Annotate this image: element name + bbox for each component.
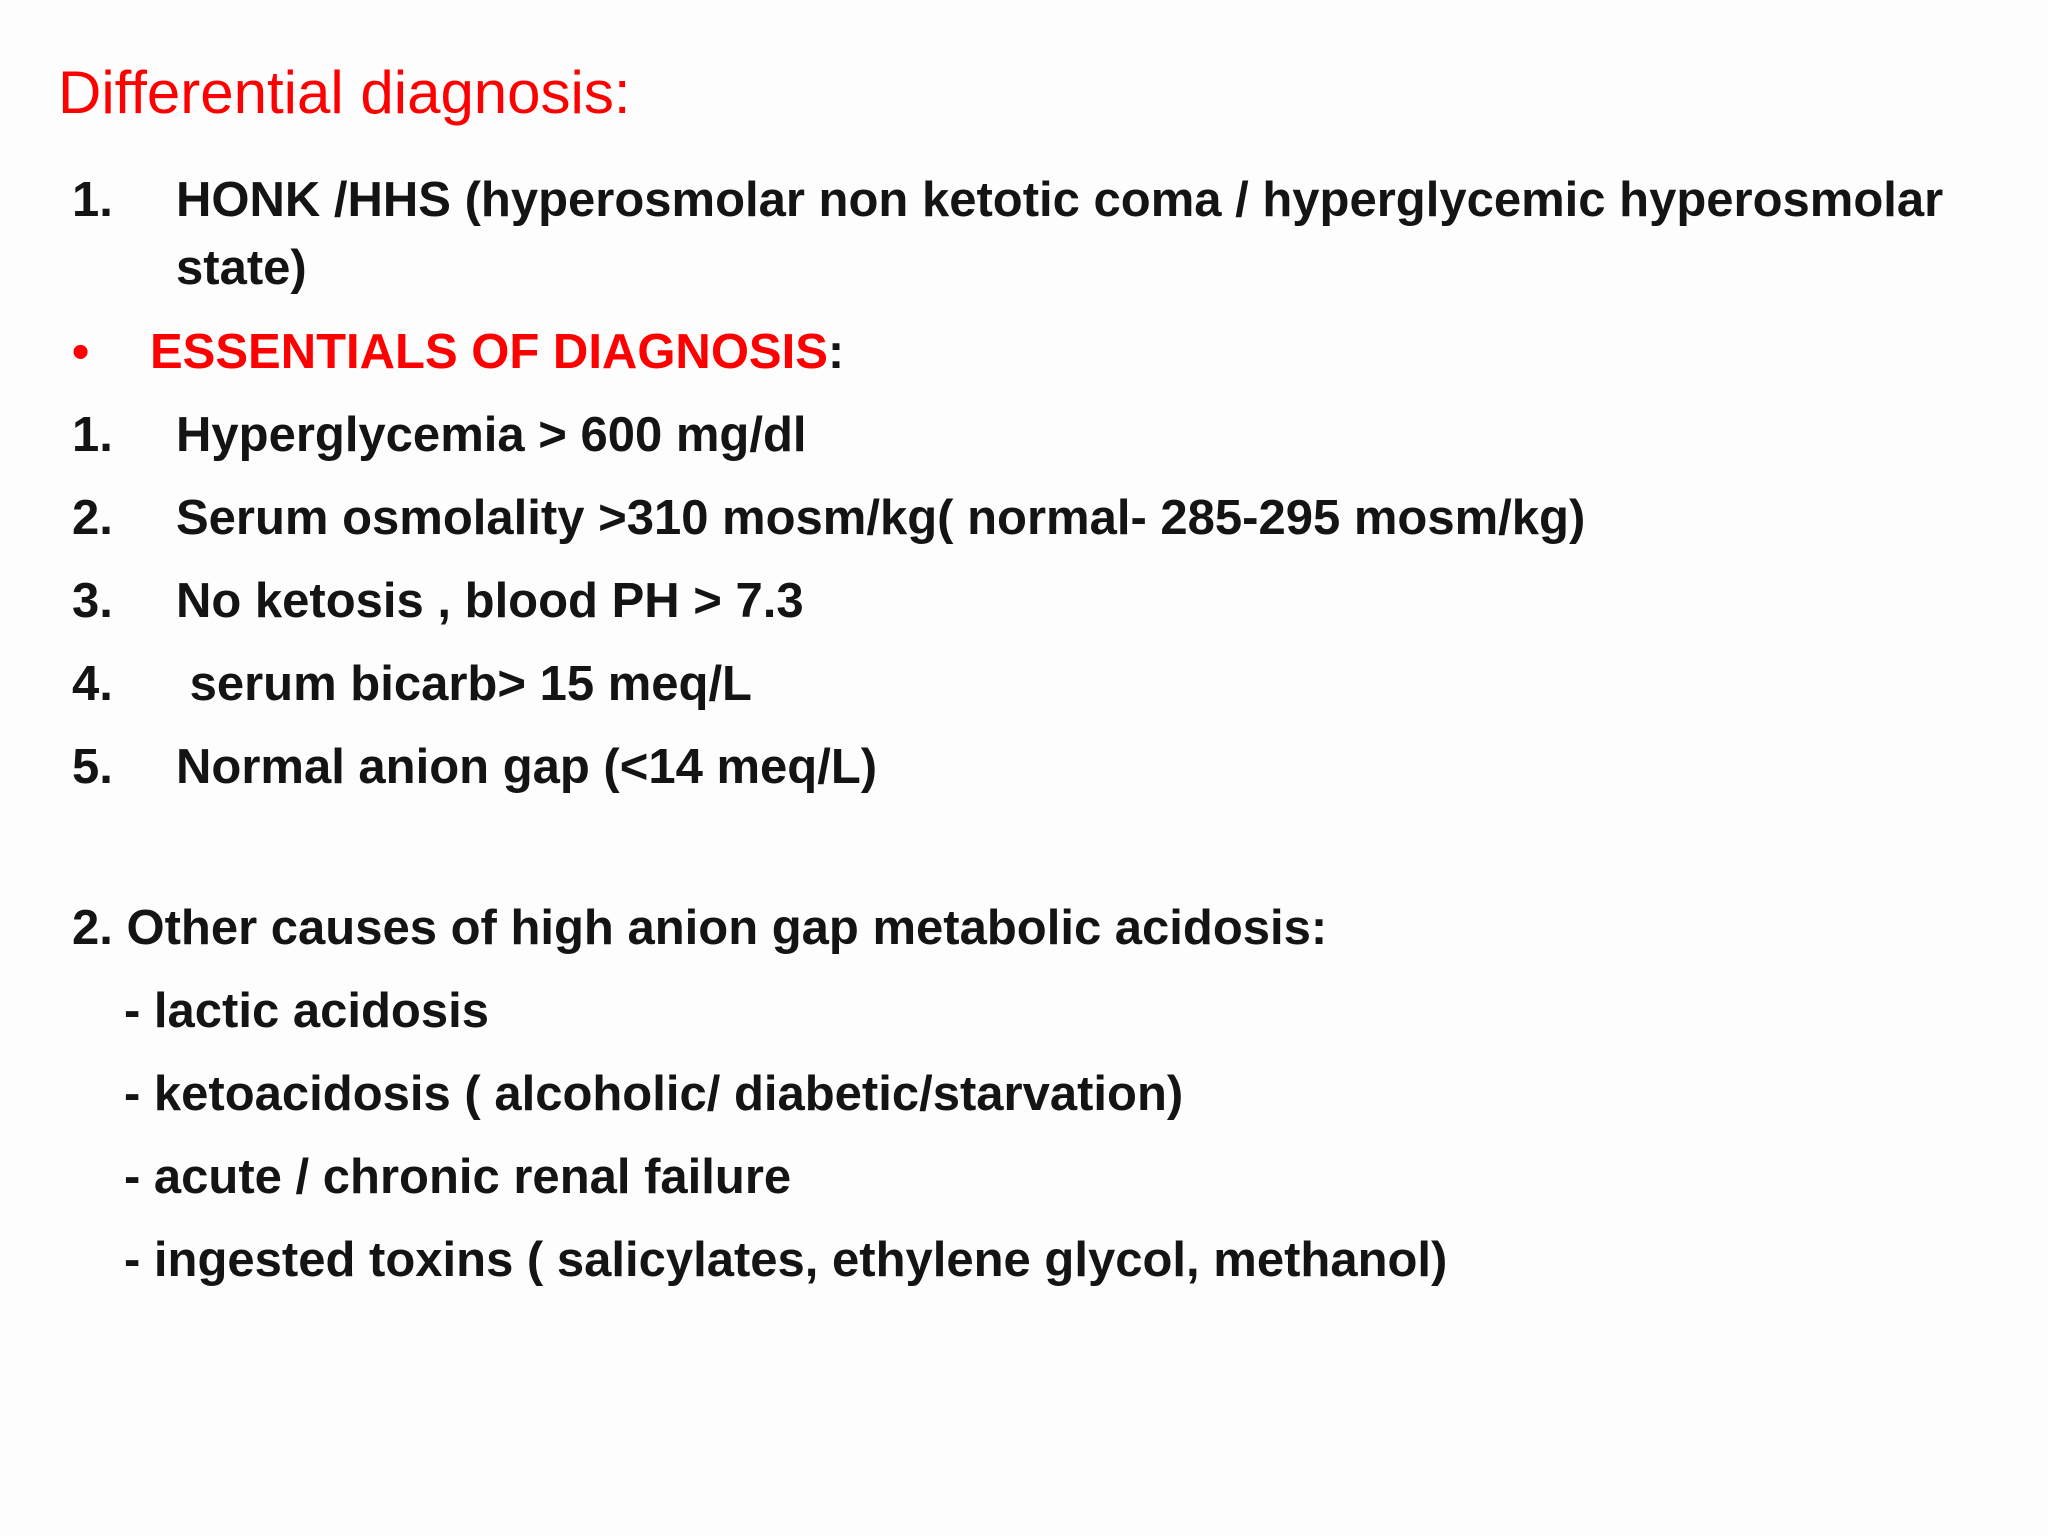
criterion-item	[0, 739, 2048, 799]
criterion-number: 3.	[72, 574, 113, 628]
criterion-item	[0, 656, 2048, 716]
essentials-label: ESSENTIALS OF DIAGNOSIS	[150, 325, 828, 379]
item1-text-line2: state)	[176, 241, 307, 295]
criterion-text: Normal anion gap (<14 meq/L)	[176, 740, 878, 794]
cause-item: - ingested toxins ( salicylates, ethylene glycol, methanol)	[124, 1233, 1448, 1287]
criterion-item	[0, 407, 2048, 467]
cause-item: - ketoacidosis ( alcoholic/ diabetic/starvation)	[124, 1067, 1184, 1121]
cause-item: - lactic acidosis	[124, 984, 489, 1038]
essentials-heading	[0, 324, 2048, 384]
criterion-item	[0, 573, 2048, 633]
criterion-text: Serum osmolality >310 mosm/kg( normal- 285-295 mosm/kg)	[176, 491, 1586, 545]
criterion-text: Hyperglycemia > 600 mg/dl	[176, 408, 807, 462]
slide-title: Differential diagnosis:	[58, 59, 631, 126]
criterion-text: serum bicarb> 15 meq/L	[176, 657, 752, 711]
item2-heading: 2. Other causes of high anion gap metabolic acidosis:	[72, 901, 1328, 955]
essentials-suffix: :	[827, 325, 845, 379]
cause-item: - acute / chronic renal failure	[124, 1150, 792, 1204]
criterion-number: 5.	[72, 740, 113, 794]
item1-line2	[0, 240, 2048, 300]
bullet-icon: •	[72, 325, 90, 379]
criterion-item	[0, 490, 2048, 550]
criterion-number: 2.	[72, 491, 113, 545]
item1-number: 1.	[72, 173, 113, 227]
criterion-number: 4.	[72, 657, 113, 711]
criterion-number: 1.	[72, 408, 113, 462]
item1-line1	[0, 172, 2048, 232]
criterion-text: No ketosis , blood PH > 7.3	[176, 574, 804, 628]
item1-text-line1: HONK /HHS (hyperosmolar non ketotic coma / hyperglycemic hyperosmolar	[176, 173, 1944, 227]
